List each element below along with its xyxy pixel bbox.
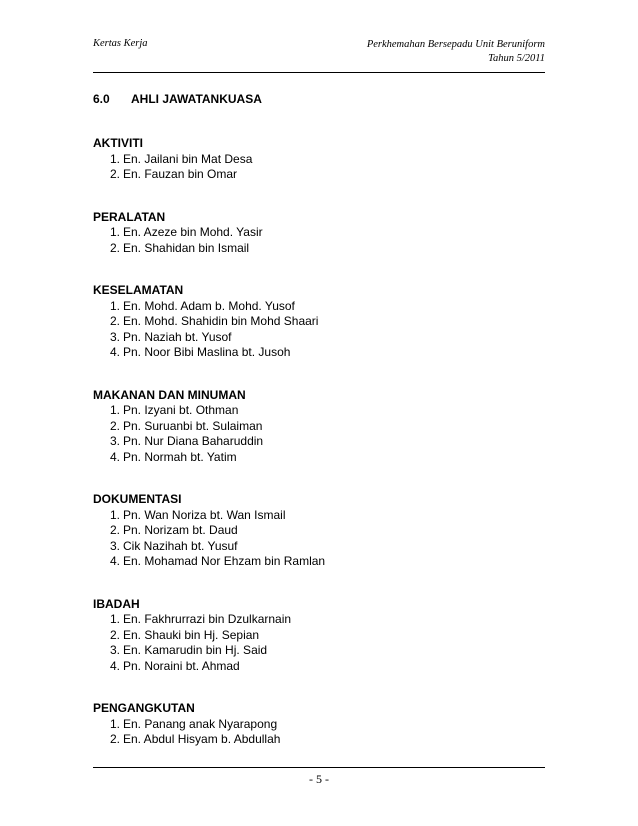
member-number: 2. xyxy=(110,314,121,328)
member-list xyxy=(93,403,545,465)
member-number: 2. xyxy=(110,167,121,181)
member-name: En. Abdul Hisyam b. Abdullah xyxy=(123,732,281,746)
member-item xyxy=(93,732,545,748)
page-number: - 5 - xyxy=(309,772,329,786)
member-number: 4. xyxy=(110,658,121,673)
member-item xyxy=(93,717,545,733)
member-item xyxy=(93,628,545,644)
member-item xyxy=(93,345,545,361)
member-number: 1. xyxy=(110,612,121,626)
member-number: 1. xyxy=(110,298,121,313)
member-number: 3. xyxy=(110,434,121,448)
member-number: 3. xyxy=(110,329,121,344)
committee-heading: KESELAMATAN xyxy=(93,283,184,297)
member-list xyxy=(93,612,545,674)
committee-section xyxy=(93,136,545,183)
member-list xyxy=(93,225,545,256)
member-item xyxy=(93,299,545,315)
member-number: 1. xyxy=(110,403,121,417)
committee-heading: PENGANGKUTAN xyxy=(93,701,195,715)
member-number: 2. xyxy=(110,418,121,433)
committee-section xyxy=(93,597,545,675)
member-item xyxy=(93,523,545,539)
member-item xyxy=(93,539,545,555)
committee-heading: PERALATAN xyxy=(93,209,166,224)
member-name: En. Shauki bin Hj. Sepian xyxy=(123,627,260,642)
member-name: En. Azeze bin Mohd. Yasir xyxy=(123,225,263,239)
section-title-text: AHLI JAWATANKUASA xyxy=(131,92,262,106)
member-number: 1. xyxy=(110,507,121,522)
member-name: Cik Nazihah bt. Yusuf xyxy=(123,538,238,553)
member-list xyxy=(93,152,545,183)
member-name: Pn. Norizam bt. Daud xyxy=(123,523,238,537)
member-item xyxy=(93,659,545,675)
member-name: Pn. Normah bt. Yatim xyxy=(123,449,237,464)
member-number: 1. xyxy=(110,151,121,166)
member-number: 2. xyxy=(110,523,121,537)
member-item xyxy=(93,419,545,435)
member-name: En. Jailani bin Mat Desa xyxy=(123,151,253,166)
member-item xyxy=(93,612,545,628)
member-name: Pn. Suruanbi bt. Sulaiman xyxy=(123,418,263,433)
member-name: Pn. Nur Diana Baharuddin xyxy=(123,434,264,448)
committee-section xyxy=(93,210,545,257)
member-name: En. Mohd. Adam b. Mohd. Yusof xyxy=(123,298,295,313)
member-number: 2. xyxy=(110,240,121,255)
member-list xyxy=(93,717,545,748)
header-right-line2: Tahun 5/2011 xyxy=(488,53,545,64)
member-number: 4. xyxy=(110,554,121,568)
member-list xyxy=(93,508,545,570)
member-item xyxy=(93,403,545,419)
member-name: En. Mohamad Nor Ehzam bin Ramlan xyxy=(123,554,326,568)
committee-section xyxy=(93,283,545,361)
committee-heading: IBADAH xyxy=(93,596,140,611)
header-right-text xyxy=(367,38,545,66)
section-number: 6.0 xyxy=(93,92,110,106)
member-name: Pn. Naziah bt. Yusof xyxy=(123,329,232,344)
member-item xyxy=(93,314,545,330)
committee-section xyxy=(93,388,545,466)
member-item xyxy=(93,225,545,241)
member-item xyxy=(93,167,545,183)
member-name: En. Shahidan bin Ismail xyxy=(123,240,250,255)
committee-heading: MAKANAN DAN MINUMAN xyxy=(93,387,246,402)
member-number: 4. xyxy=(110,449,121,464)
member-item xyxy=(93,434,545,450)
member-number: 4. xyxy=(110,345,121,359)
member-item xyxy=(93,330,545,346)
footer-divider xyxy=(93,767,545,768)
member-item xyxy=(93,554,545,570)
member-name: En. Fauzan bin Omar xyxy=(123,167,238,181)
member-name: En. Mohd. Shahidin bin Mohd Shaari xyxy=(123,314,319,328)
member-item xyxy=(93,241,545,257)
member-item xyxy=(93,508,545,524)
member-number: 2. xyxy=(110,732,121,746)
member-item xyxy=(93,643,545,659)
header-right-line1: Perkhemahan Bersepadu Unit Beruniform xyxy=(366,39,545,50)
committee-heading: DOKUMENTASI xyxy=(93,492,182,506)
member-name: Pn. Noor Bibi Maslina bt. Jusoh xyxy=(123,345,291,359)
member-item xyxy=(93,152,545,168)
header-left-text: Kertas Kerja xyxy=(93,38,148,49)
committee-section xyxy=(93,492,545,570)
member-number: 1. xyxy=(110,716,121,731)
header-divider xyxy=(93,72,545,73)
member-name: Pn. Wan Noriza bt. Wan Ismail xyxy=(123,507,286,522)
member-number: 1. xyxy=(110,225,121,239)
member-name: En. Kamarudin bin Hj. Said xyxy=(123,643,268,657)
member-number: 3. xyxy=(110,643,121,657)
member-name: En. Fakhrurrazi bin Dzulkarnain xyxy=(123,612,292,626)
member-number: 2. xyxy=(110,627,121,642)
member-list xyxy=(93,299,545,361)
member-number: 3. xyxy=(110,538,121,553)
member-name: Pn. Noraini bt. Ahmad xyxy=(123,658,240,673)
section-title xyxy=(93,92,262,106)
committee-list xyxy=(93,136,545,775)
member-name: Pn. Izyani bt. Othman xyxy=(123,403,239,417)
member-item xyxy=(93,450,545,466)
member-name: En. Panang anak Nyarapong xyxy=(123,716,278,731)
committee-section xyxy=(93,701,545,748)
committee-heading: AKTIVITI xyxy=(93,136,143,150)
